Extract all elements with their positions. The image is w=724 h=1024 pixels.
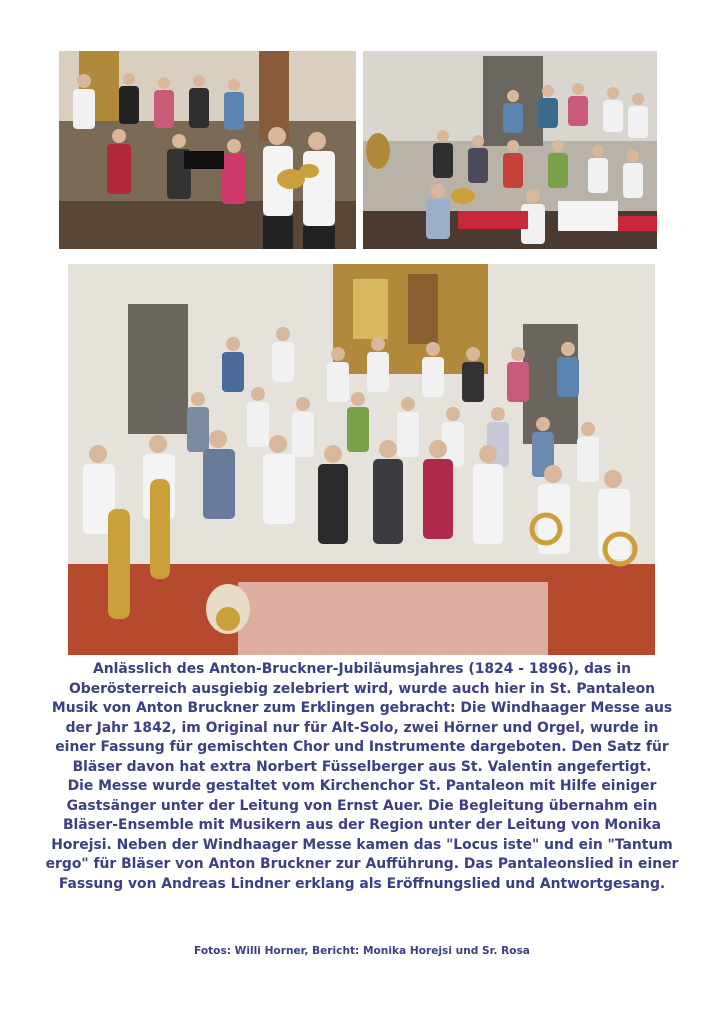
choir-photo-right — [363, 51, 657, 249]
report-text — [44, 660, 680, 894]
group-photo — [68, 264, 655, 655]
choir-photo-left — [59, 51, 356, 249]
report-paragraph-2: Die Messe wurde gestaltet vom Kirchenchor St. Pantaleon mit Hilfe einiger Gastsänger unter der Leitung von Ernst Auer. Die Begleitung übernahm ein Bläser-Ensemble mit Musikern aus der Region unter der Leitung von Monika Horejsi. Neben der Windhaager Messe kamen das "Locus iste" und ein "Tantum ergo" für Bläser von Anton Bruckner zur Aufführung. Das Pantaleonslied in einer Fassung von Andreas Lindner erklang als Eröffnungslied und Antwortgesang. — [45, 778, 679, 892]
report-paragraph-1: Anlässlich des Anton-Bruckner-Jubiläumsjahres (1824 - 1896), das in Oberösterreich ausgiebig zelebriert wird, wurde auch hier in St. Pantaleon Musik von Anton Bruckner zum Erklingen gebracht: Die Windhaager Messe aus der Jahr 1842, im Original nur für Alt-Solo, zwei Hörner und Orgel, wurde in einer Fassung für gemischten Chor und Instrumente dargeboten. Den Satz für Bläser davon hat extra Norbert Füsselberger aus St. Valentin angefertigt. — [51, 661, 673, 775]
photo-credits: Fotos: Willi Horner, Bericht: Monika Horejsi und Sr. Rosa — [194, 945, 530, 957]
